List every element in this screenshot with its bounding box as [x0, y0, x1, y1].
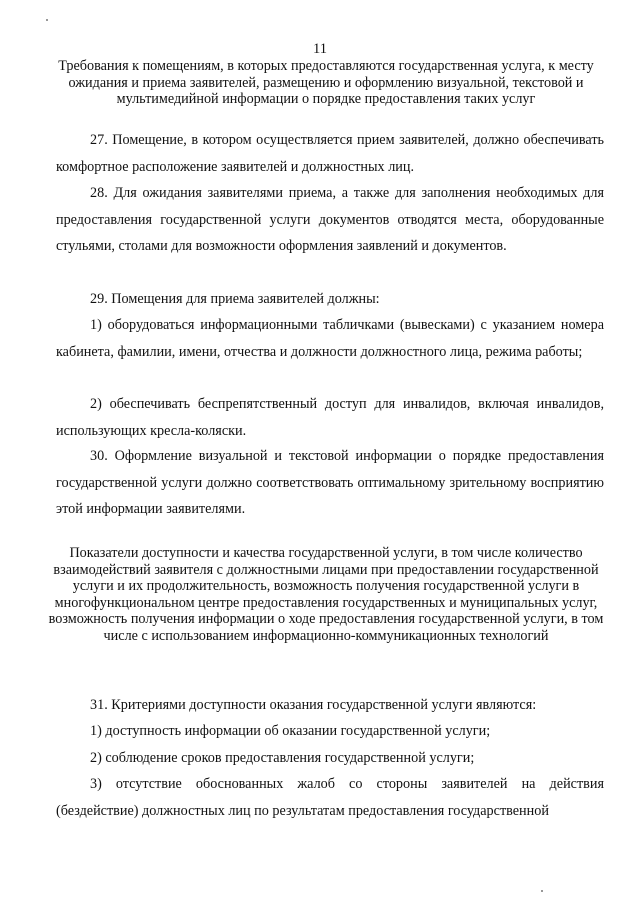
paragraph-29-item-2: 2) обеспечивать беспрепятственный доступ для инвалидов, включая инвалидов, использующих кресла-коляски.	[56, 396, 604, 439]
paragraph-31-item-3: 3) отсутствие обоснованных жалоб со стороны заявителей на действия (бездействие) должностных лиц по результатам предоставления государственной	[56, 776, 604, 819]
section-heading-premises-requirements: Требования к помещениям, в которых предоставляются государственная услуга, к месту ожидания и приема заявителей, размещению и оформлению визуальной, текстовой и мультимедийной информации о порядке предоставления таких услуг	[58, 58, 594, 107]
scan-speck	[46, 19, 48, 21]
paragraph-31: 31. Критериями доступности оказания государственной услуги являются:	[90, 697, 537, 713]
scan-speck	[541, 890, 543, 892]
paragraph-30: 30. Оформление визуальной и текстовой информации о порядке предоставления государственной услуги должно соответствовать оптимальному зрительному восприятию этой информации заявителями.	[56, 448, 604, 517]
paragraph-27: 27. Помещение, в котором осуществляется прием заявителей, должно обеспечивать комфортное расположение заявителей и должностных лиц.	[56, 132, 604, 175]
paragraph-31-item-2: 2) соблюдение сроков предоставления государственной услуги;	[90, 750, 475, 766]
paragraph-28: 28. Для ожидания заявителями приема, а также для заполнения необходимых для предоставления государственной услуги документов отводятся места, оборудованные стульями, столами для возможности оформления заявлений и документов.	[56, 185, 604, 254]
paragraph-29-item-1: 1) оборудоваться информационными табличками (вывесками) с указанием номера кабинета, фамилии, имени, отчества и должности должностного лица, режима работы;	[56, 317, 604, 360]
paragraph-29: 29. Помещения для приема заявителей должны:	[90, 291, 380, 307]
paragraph-31-item-1: 1) доступность информации об оказании государственной услуги;	[90, 723, 491, 739]
section-heading-accessibility-indicators: Показатели доступности и качества государственной услуги, в том числе количество взаимодействий заявителя с должностными лицами при предоставлении государственной услуги и их продолжительность, возможность получения государственной услуги в многофункциональном центре предоставления государственных и муниципальных услуг, возможность получения информации о ходе предоставления государственной услуги, в том числе с использованием информационно-коммуникационных технологий	[48, 545, 604, 644]
page-number: 11	[313, 41, 327, 57]
